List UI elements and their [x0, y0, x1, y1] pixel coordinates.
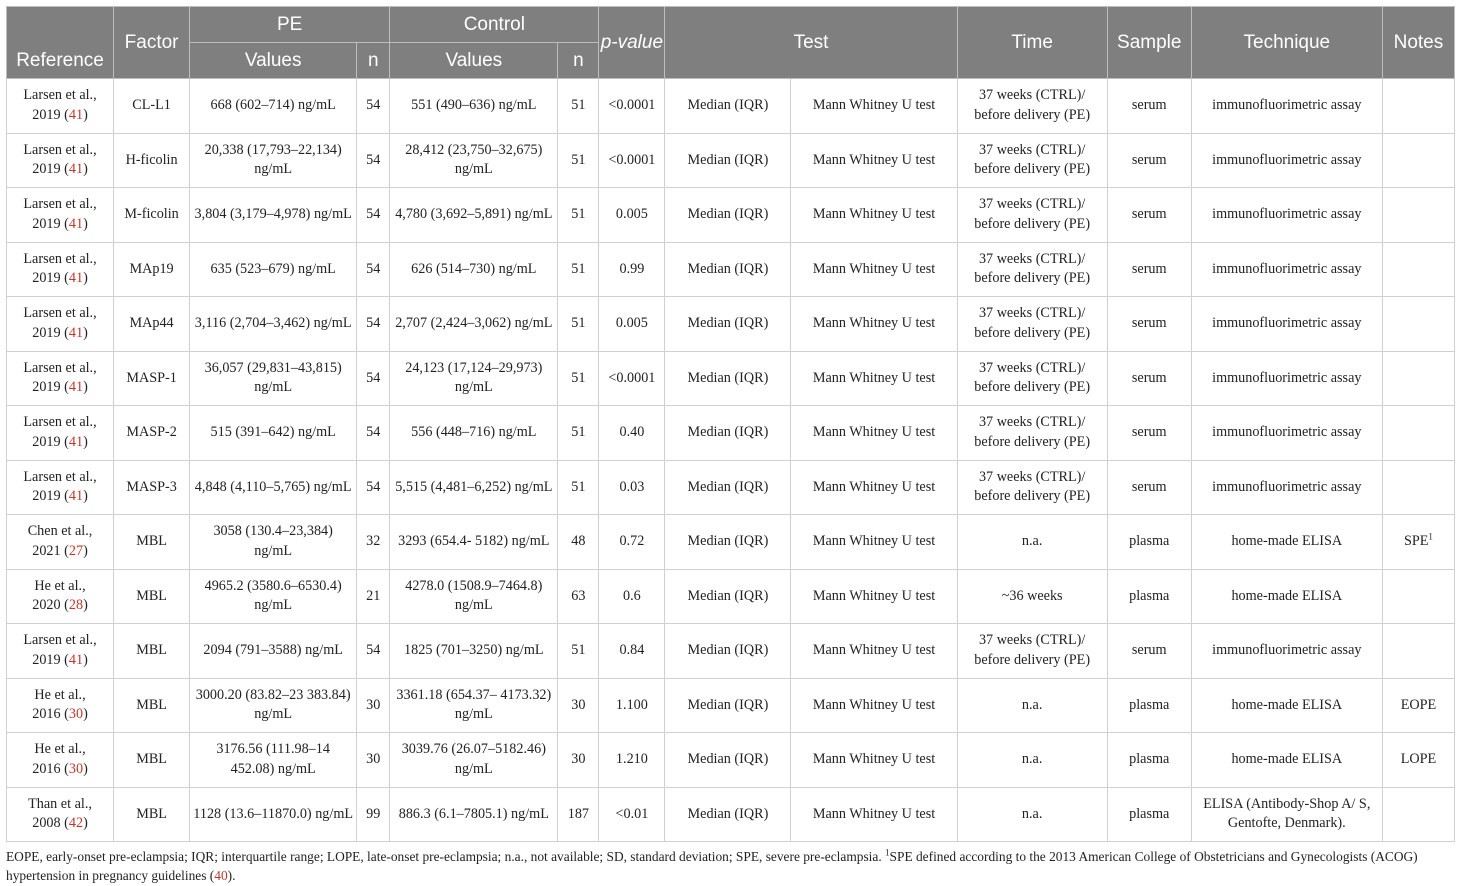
table-body	[7, 79, 1455, 842]
cell-sample: plasma	[1107, 569, 1191, 624]
cell-sample: plasma	[1107, 733, 1191, 788]
cell-stat: Median (IQR)	[665, 460, 791, 515]
cell-ctrl-values: 1825 (701–3250) ng/mL	[390, 624, 558, 679]
cell-factor: MBL	[114, 678, 190, 733]
cell-ctrl-values: 5,515 (4,481–6,252) ng/mL	[390, 460, 558, 515]
cell-sample: serum	[1107, 242, 1191, 297]
cell-notes	[1382, 569, 1454, 624]
cell-pe-n: 54	[357, 406, 390, 461]
cell-notes	[1382, 297, 1454, 352]
table-header	[7, 7, 1455, 79]
cell-factor: H-ficolin	[114, 133, 190, 188]
table-row	[7, 297, 1455, 352]
cell-technique: ELISA (Antibody-Shop A/ S, Gentofte, Denmark).	[1191, 787, 1382, 842]
cell-pe-values: 2094 (791–3588) ng/mL	[190, 624, 357, 679]
cell-p-value: 0.03	[599, 460, 665, 515]
ref-year: 2019	[32, 106, 61, 123]
ref-author: He et al.,	[34, 686, 86, 703]
cell-pe-values: 3000.20 (83.82–23 383.84) ng/mL	[190, 678, 357, 733]
cell-notes	[1382, 133, 1454, 188]
cell-pe-n: 54	[357, 188, 390, 243]
cell-test: Mann Whitney U test	[791, 733, 957, 788]
cell-technique: home-made ELISA	[1191, 678, 1382, 733]
cell-p-value: 0.005	[599, 297, 665, 352]
ref-year: 2019	[32, 488, 61, 505]
cell-ctrl-n: 30	[558, 678, 599, 733]
cell-p-value: <0.01	[599, 787, 665, 842]
cell-time: n.a.	[957, 787, 1107, 842]
cell-ref: He et al., 2020 (28)	[7, 569, 114, 624]
cell-sample: serum	[1107, 624, 1191, 679]
footnote-detail: SPE defined according to the 2013 American College of Obstetricians and Gynecologists (ACOG) hypertension in pregnancy guidelines (	[6, 849, 1418, 883]
cell-ref: He et al., 2016 (30)	[7, 678, 114, 733]
data-table	[6, 6, 1455, 842]
cell-stat: Median (IQR)	[665, 515, 791, 570]
ref-number-link[interactable]: 41	[68, 106, 84, 123]
ref-author: Larsen et al.,	[23, 414, 97, 431]
cell-notes	[1382, 351, 1454, 406]
cell-ctrl-values: 4278.0 (1508.9–7464.8) ng/mL	[390, 569, 558, 624]
table-row	[7, 460, 1455, 515]
ref-author: He et al.,	[34, 741, 86, 758]
cell-test: Mann Whitney U test	[791, 79, 957, 134]
cell-ctrl-values: 3361.18 (654.37– 4173.32) ng/mL	[390, 678, 558, 733]
ref-author: Larsen et al.,	[23, 141, 97, 158]
cell-pe-values: 515 (391–642) ng/mL	[190, 406, 357, 461]
cell-technique: immunofluorimetric assay	[1191, 79, 1382, 134]
cell-factor: MBL	[114, 733, 190, 788]
ref-year: 2019	[32, 433, 61, 450]
cell-notes	[1382, 406, 1454, 461]
ref-number-link[interactable]: 42	[68, 815, 84, 832]
table-row	[7, 733, 1455, 788]
ref-number-link[interactable]: 41	[68, 215, 84, 232]
cell-ctrl-n: 51	[558, 624, 599, 679]
cell-factor: MAp44	[114, 297, 190, 352]
cell-pe-n: 32	[357, 515, 390, 570]
cell-sample: serum	[1107, 297, 1191, 352]
cell-factor: MASP-2	[114, 406, 190, 461]
cell-time: 37 weeks (CTRL)/ before delivery (PE)	[957, 242, 1107, 297]
cell-ctrl-values: 24,123 (17,124–29,973) ng/mL	[390, 351, 558, 406]
table-row	[7, 188, 1455, 243]
cell-ctrl-n: 51	[558, 460, 599, 515]
cell-p-value: 0.72	[599, 515, 665, 570]
ref-year: 2008	[32, 815, 61, 832]
ref-number-link[interactable]: 41	[68, 488, 84, 505]
table-row	[7, 515, 1455, 570]
cell-technique: home-made ELISA	[1191, 733, 1382, 788]
cell-stat: Median (IQR)	[665, 133, 791, 188]
cell-ref: Than et al., 2008 (42)	[7, 787, 114, 842]
ref-author: Larsen et al.,	[23, 196, 97, 213]
cell-notes	[1382, 188, 1454, 243]
ref-author: Larsen et al.,	[23, 305, 97, 322]
cell-factor: MBL	[114, 787, 190, 842]
cell-ctrl-n: 63	[558, 569, 599, 624]
cell-pe-values: 3,804 (3,179–4,978) ng/mL	[190, 188, 357, 243]
table-row	[7, 624, 1455, 679]
cell-test: Mann Whitney U test	[791, 460, 957, 515]
footnote-abbreviations: EOPE, early-onset pre-eclampsia; IQR; interquartile range; LOPE, late-onset pre-eclampsia; n.a., not available; SD, standard deviation; SPE, severe pre-eclampsia.	[6, 849, 882, 864]
cell-stat: Median (IQR)	[665, 733, 791, 788]
cell-time: 37 weeks (CTRL)/ before delivery (PE)	[957, 406, 1107, 461]
cell-ref: Larsen et al., 2019 (41)	[7, 79, 114, 134]
cell-test: Mann Whitney U test	[791, 678, 957, 733]
cell-p-value: 0.99	[599, 242, 665, 297]
note-text: SPE	[1403, 533, 1429, 549]
header-control-n: n	[558, 43, 599, 79]
cell-factor: MASP-1	[114, 351, 190, 406]
ref-author: Larsen et al.,	[23, 87, 97, 104]
cell-sample: plasma	[1107, 515, 1191, 570]
cell-pe-n: 54	[357, 351, 390, 406]
cell-ref: Larsen et al., 2019 (41)	[7, 351, 114, 406]
cell-test: Mann Whitney U test	[791, 787, 957, 842]
cell-time: 37 weeks (CTRL)/ before delivery (PE)	[957, 188, 1107, 243]
cell-pe-values: 20,338 (17,793–22,134) ng/mL	[190, 133, 357, 188]
cell-sample: serum	[1107, 79, 1191, 134]
ref-number-link[interactable]: 28	[68, 597, 84, 614]
table-container	[6, 6, 1455, 885]
ref-author: Chen et al.,	[27, 523, 93, 540]
cell-factor: MASP-3	[114, 460, 190, 515]
ref-year: 2019	[32, 651, 61, 668]
cell-ref: Larsen et al., 2019 (41)	[7, 460, 114, 515]
cell-time: n.a.	[957, 515, 1107, 570]
cell-ctrl-n: 51	[558, 188, 599, 243]
cell-pe-n: 30	[357, 678, 390, 733]
ref-year: 2019	[32, 161, 61, 178]
cell-ctrl-n: 51	[558, 297, 599, 352]
cell-pe-values: 1128 (13.6–11870.0) ng/mL	[190, 787, 357, 842]
cell-ref: He et al., 2016 (30)	[7, 733, 114, 788]
cell-pe-values: 4,848 (4,110–5,765) ng/mL	[190, 460, 357, 515]
ref-year: 2019	[32, 215, 61, 232]
ref-author: Larsen et al.,	[23, 632, 97, 649]
cell-ctrl-n: 51	[558, 133, 599, 188]
ref-number-link[interactable]: 41	[68, 651, 84, 668]
table-row	[7, 678, 1455, 733]
cell-p-value: <0.0001	[599, 351, 665, 406]
cell-ref: Larsen et al., 2019 (41)	[7, 133, 114, 188]
cell-stat: Median (IQR)	[665, 242, 791, 297]
ref-number-link[interactable]: 27	[68, 542, 84, 559]
header-technique: Technique	[1191, 7, 1382, 79]
table-row	[7, 406, 1455, 461]
cell-ctrl-values: 556 (448–716) ng/mL	[390, 406, 558, 461]
ref-author: Larsen et al.,	[23, 468, 97, 485]
cell-stat: Median (IQR)	[665, 787, 791, 842]
cell-pe-n: 54	[357, 133, 390, 188]
ref-year: 2016	[32, 706, 61, 723]
cell-stat: Median (IQR)	[665, 624, 791, 679]
cell-ctrl-n: 51	[558, 242, 599, 297]
cell-pe-values: 668 (602–714) ng/mL	[190, 79, 357, 134]
cell-p-value: 0.005	[599, 188, 665, 243]
cell-stat: Median (IQR)	[665, 569, 791, 624]
ref-number-link[interactable]: 41	[68, 433, 84, 450]
cell-sample: plasma	[1107, 787, 1191, 842]
cell-p-value: 1.210	[599, 733, 665, 788]
ref-author: Larsen et al.,	[23, 250, 97, 267]
cell-sample: serum	[1107, 460, 1191, 515]
cell-time: 37 weeks (CTRL)/ before delivery (PE)	[957, 351, 1107, 406]
note-text: EOPE	[1400, 696, 1437, 713]
cell-notes	[1382, 515, 1454, 570]
cell-technique: immunofluorimetric assay	[1191, 188, 1382, 243]
table-footnote	[6, 847, 1455, 885]
cell-ctrl-values: 28,412 (23,750–32,675) ng/mL	[390, 133, 558, 188]
cell-pe-values: 3176.56 (111.98–14 452.08) ng/mL	[190, 733, 357, 788]
ref-number-link[interactable]: 30	[68, 706, 84, 723]
ref-author: Than et al.,	[28, 795, 92, 812]
header-pe-n: n	[357, 43, 390, 79]
cell-notes	[1382, 460, 1454, 515]
ref-year: 2021	[32, 542, 61, 559]
cell-pe-n: 21	[357, 569, 390, 624]
note-text: LOPE	[1400, 751, 1437, 767]
cell-pe-n: 54	[357, 79, 390, 134]
cell-time: n.a.	[957, 678, 1107, 733]
header-notes: Notes	[1382, 7, 1454, 79]
header-control: Control	[390, 7, 599, 43]
cell-ref: Chen et al., 2021 (27)	[7, 515, 114, 570]
cell-test: Mann Whitney U test	[791, 297, 957, 352]
cell-ctrl-values: 4,780 (3,692–5,891) ng/mL	[390, 188, 558, 243]
ref-author: He et al.,	[34, 577, 86, 594]
table-row	[7, 242, 1455, 297]
table-row	[7, 133, 1455, 188]
cell-pe-n: 54	[357, 460, 390, 515]
cell-p-value: <0.0001	[599, 79, 665, 134]
cell-ctrl-n: 51	[558, 406, 599, 461]
cell-ctrl-n: 48	[558, 515, 599, 570]
ref-number-link[interactable]: 41	[68, 324, 84, 341]
footnote-end: ).	[227, 868, 236, 883]
cell-technique: immunofluorimetric assay	[1191, 460, 1382, 515]
cell-p-value: <0.0001	[599, 133, 665, 188]
cell-ref: Larsen et al., 2019 (41)	[7, 406, 114, 461]
cell-ref: Larsen et al., 2019 (41)	[7, 188, 114, 243]
cell-sample: plasma	[1107, 678, 1191, 733]
cell-factor: MBL	[114, 624, 190, 679]
cell-test: Mann Whitney U test	[791, 406, 957, 461]
cell-notes	[1382, 787, 1454, 842]
cell-pe-n: 54	[357, 242, 390, 297]
cell-time: 37 weeks (CTRL)/ before delivery (PE)	[957, 460, 1107, 515]
cell-notes	[1382, 733, 1454, 788]
cell-technique: home-made ELISA	[1191, 515, 1382, 570]
cell-ctrl-n: 51	[558, 351, 599, 406]
footnote-ref-link[interactable]: 40	[214, 868, 228, 883]
ref-year: 2019	[32, 379, 61, 396]
cell-pe-n: 54	[357, 624, 390, 679]
ref-author: Larsen et al.,	[23, 359, 97, 376]
header-time: Time	[957, 7, 1107, 79]
cell-pe-values: 3058 (130.4–23,384) ng/mL	[190, 515, 357, 570]
cell-stat: Median (IQR)	[665, 79, 791, 134]
note-sup: 1	[1428, 531, 1433, 542]
cell-ctrl-n: 187	[558, 787, 599, 842]
cell-technique: immunofluorimetric assay	[1191, 351, 1382, 406]
cell-stat: Median (IQR)	[665, 678, 791, 733]
cell-p-value: 0.6	[599, 569, 665, 624]
cell-test: Mann Whitney U test	[791, 569, 957, 624]
ref-year: 2019	[32, 324, 61, 341]
cell-sample: serum	[1107, 351, 1191, 406]
cell-p-value: 1.100	[599, 678, 665, 733]
cell-ref: Larsen et al., 2019 (41)	[7, 624, 114, 679]
cell-factor: M-ficolin	[114, 188, 190, 243]
cell-technique: immunofluorimetric assay	[1191, 297, 1382, 352]
header-factor: Factor	[114, 7, 190, 79]
ref-number-link[interactable]: 41	[68, 270, 84, 287]
cell-ctrl-values: 3293 (654.4- 5182) ng/mL	[390, 515, 558, 570]
cell-p-value: 0.84	[599, 624, 665, 679]
cell-factor: CL-L1	[114, 79, 190, 134]
cell-test: Mann Whitney U test	[791, 242, 957, 297]
cell-test: Mann Whitney U test	[791, 515, 957, 570]
cell-stat: Median (IQR)	[665, 188, 791, 243]
cell-pe-n: 99	[357, 787, 390, 842]
cell-stat: Median (IQR)	[665, 351, 791, 406]
cell-test: Mann Whitney U test	[791, 624, 957, 679]
cell-pe-values: 635 (523–679) ng/mL	[190, 242, 357, 297]
table-row	[7, 569, 1455, 624]
cell-sample: serum	[1107, 133, 1191, 188]
ref-number-link[interactable]: 41	[68, 379, 84, 396]
ref-number-link[interactable]: 30	[68, 760, 84, 777]
header-pvalue: p-value	[599, 7, 665, 79]
cell-technique: immunofluorimetric assay	[1191, 242, 1382, 297]
cell-ctrl-values: 886.3 (6.1–7805.1) ng/mL	[390, 787, 558, 842]
cell-time: 37 weeks (CTRL)/ before delivery (PE)	[957, 79, 1107, 134]
cell-ref: Larsen et al., 2019 (41)	[7, 242, 114, 297]
cell-stat: Median (IQR)	[665, 297, 791, 352]
cell-pe-n: 54	[357, 297, 390, 352]
cell-time: 37 weeks (CTRL)/ before delivery (PE)	[957, 297, 1107, 352]
cell-time: n.a.	[957, 733, 1107, 788]
table-row	[7, 351, 1455, 406]
footnote-marker: 1	[885, 847, 890, 858]
cell-technique: immunofluorimetric assay	[1191, 624, 1382, 679]
cell-technique: immunofluorimetric assay	[1191, 133, 1382, 188]
cell-notes	[1382, 242, 1454, 297]
cell-technique: immunofluorimetric assay	[1191, 406, 1382, 461]
cell-notes	[1382, 79, 1454, 134]
ref-year: 2016	[32, 760, 61, 777]
cell-factor: MBL	[114, 515, 190, 570]
cell-test: Mann Whitney U test	[791, 351, 957, 406]
cell-pe-values: 3,116 (2,704–3,462) ng/mL	[190, 297, 357, 352]
cell-pe-values: 36,057 (29,831–43,815) ng/mL	[190, 351, 357, 406]
cell-stat: Median (IQR)	[665, 406, 791, 461]
header-reference: Reference	[7, 7, 114, 79]
cell-notes	[1382, 624, 1454, 679]
table-row	[7, 79, 1455, 134]
cell-sample: serum	[1107, 406, 1191, 461]
header-test: Test	[665, 7, 957, 79]
cell-factor: MAp19	[114, 242, 190, 297]
ref-year: 2019	[32, 270, 61, 287]
table-row	[7, 787, 1455, 842]
cell-ctrl-values: 3039.76 (26.07–5182.46) ng/mL	[390, 733, 558, 788]
header-pe-values: Values	[190, 43, 357, 79]
cell-notes	[1382, 678, 1454, 733]
cell-ctrl-values: 551 (490–636) ng/mL	[390, 79, 558, 134]
cell-test: Mann Whitney U test	[791, 133, 957, 188]
cell-ref: Larsen et al., 2019 (41)	[7, 297, 114, 352]
header-control-values: Values	[390, 43, 558, 79]
ref-year: 2020	[32, 597, 61, 614]
cell-ctrl-n: 51	[558, 79, 599, 134]
cell-time: 37 weeks (CTRL)/ before delivery (PE)	[957, 624, 1107, 679]
header-sample: Sample	[1107, 7, 1191, 79]
cell-ctrl-values: 626 (514–730) ng/mL	[390, 242, 558, 297]
cell-test: Mann Whitney U test	[791, 188, 957, 243]
header-pe: PE	[190, 7, 390, 43]
cell-time: 37 weeks (CTRL)/ before delivery (PE)	[957, 133, 1107, 188]
cell-factor: MBL	[114, 569, 190, 624]
cell-time: ~36 weeks	[957, 569, 1107, 624]
ref-number-link[interactable]: 41	[68, 161, 84, 178]
cell-p-value: 0.40	[599, 406, 665, 461]
cell-pe-n: 30	[357, 733, 390, 788]
cell-pe-values: 4965.2 (3580.6–6530.4) ng/mL	[190, 569, 357, 624]
cell-ctrl-n: 30	[558, 733, 599, 788]
cell-sample: serum	[1107, 188, 1191, 243]
cell-ctrl-values: 2,707 (2,424–3,062) ng/mL	[390, 297, 558, 352]
cell-technique: home-made ELISA	[1191, 569, 1382, 624]
